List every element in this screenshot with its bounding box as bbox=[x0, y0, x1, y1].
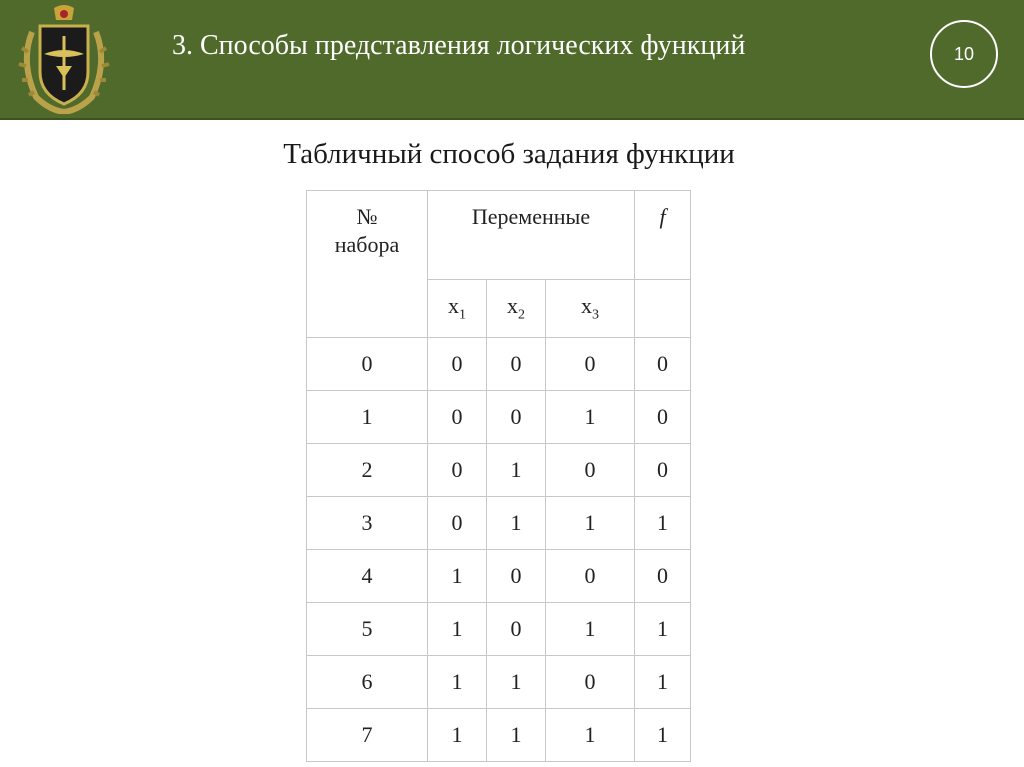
header-divider bbox=[0, 118, 1024, 120]
table-cell: 0 bbox=[635, 444, 691, 497]
emblem-icon bbox=[14, 2, 114, 114]
table-row bbox=[307, 497, 691, 550]
table-cell: 1 bbox=[428, 603, 487, 656]
header-x1: $x_1$ bbox=[428, 280, 487, 338]
table-cell: 7 bbox=[307, 709, 428, 762]
table-cell: 0 bbox=[635, 338, 691, 391]
table-cell: 1 bbox=[428, 656, 487, 709]
table-cell: 0 bbox=[307, 338, 428, 391]
header-function bbox=[635, 191, 691, 280]
table-header-row bbox=[307, 191, 691, 280]
table-row bbox=[307, 603, 691, 656]
header-x2: $x_2$ bbox=[487, 280, 546, 338]
table-cell: 1 bbox=[428, 550, 487, 603]
table-cell: 0 bbox=[546, 656, 635, 709]
table-cell: 2 bbox=[307, 444, 428, 497]
table-cell: 3 bbox=[307, 497, 428, 550]
page-number-badge: 10 bbox=[930, 20, 998, 88]
slide-header bbox=[0, 0, 1024, 118]
table-row bbox=[307, 391, 691, 444]
header-set-number-line1: № bbox=[356, 204, 378, 229]
table-cell: 1 bbox=[428, 709, 487, 762]
slide-title: 3. Способы представления логических функций bbox=[172, 30, 746, 61]
table-row bbox=[307, 709, 691, 762]
table-cell: 5 bbox=[307, 603, 428, 656]
table-cell: 0 bbox=[428, 444, 487, 497]
table-cell: 0 bbox=[428, 497, 487, 550]
table-cell: 0 bbox=[487, 391, 546, 444]
table-cell: 1 bbox=[635, 497, 691, 550]
table-cell: 1 bbox=[546, 709, 635, 762]
table-row bbox=[307, 550, 691, 603]
table-cell: 6 bbox=[307, 656, 428, 709]
header-function-label: f bbox=[659, 204, 666, 229]
header-variables bbox=[428, 191, 635, 280]
table-cell: 1 bbox=[487, 444, 546, 497]
table-cell: 1 bbox=[487, 497, 546, 550]
table-cell: 0 bbox=[428, 338, 487, 391]
table-row bbox=[307, 656, 691, 709]
table-cell: 1 bbox=[546, 391, 635, 444]
header-set-number-line2: набора bbox=[334, 232, 400, 257]
table-cell: 0 bbox=[546, 444, 635, 497]
table-cell: 1 bbox=[546, 603, 635, 656]
table-cell: 1 bbox=[546, 497, 635, 550]
header-function-empty bbox=[635, 280, 691, 338]
table-cell: 0 bbox=[487, 550, 546, 603]
table-cell: 1 bbox=[487, 656, 546, 709]
table-cell: 4 bbox=[307, 550, 428, 603]
table-row bbox=[307, 338, 691, 391]
table-cell: 0 bbox=[635, 391, 691, 444]
table-row bbox=[307, 444, 691, 497]
truth-table bbox=[306, 190, 691, 762]
header-x3: $x_3$ bbox=[546, 280, 635, 338]
slide-subtitle: Табличный способ задания функции bbox=[283, 138, 735, 170]
table-cell: 0 bbox=[487, 338, 546, 391]
table-cell: 0 bbox=[546, 550, 635, 603]
table-cell: 1 bbox=[307, 391, 428, 444]
table-cell: 0 bbox=[635, 550, 691, 603]
header-variables-label: Переменные bbox=[471, 204, 591, 229]
header-set-number bbox=[307, 191, 428, 338]
table-cell: 0 bbox=[546, 338, 635, 391]
table-cell: 1 bbox=[635, 709, 691, 762]
table-cell: 1 bbox=[635, 603, 691, 656]
table-cell: 0 bbox=[428, 391, 487, 444]
table-cell: 1 bbox=[635, 656, 691, 709]
table-cell: 0 bbox=[487, 603, 546, 656]
table-cell: 1 bbox=[487, 709, 546, 762]
